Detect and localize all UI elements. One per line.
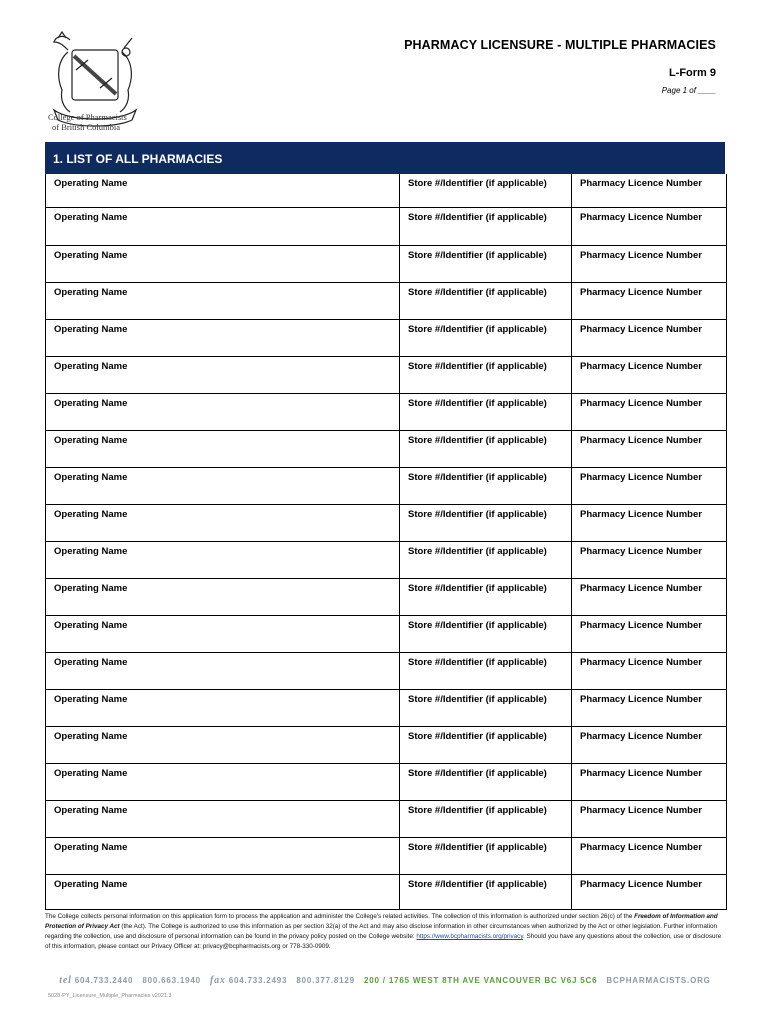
table-row xyxy=(46,208,726,246)
operating-name-field[interactable]: Operating Name xyxy=(46,653,400,689)
licence-number-field[interactable]: Pharmacy Licence Number xyxy=(580,472,702,483)
licence-number-field[interactable]: Pharmacy Licence Number xyxy=(580,178,702,189)
licence-number-field[interactable]: Pharmacy Licence Number xyxy=(580,287,702,298)
logo-wordmark: College of Pharmacists of British Columbia xyxy=(48,112,127,132)
section-header xyxy=(45,142,725,174)
store-identifier-field[interactable]: Store #/Identifier (if applicable) xyxy=(400,505,572,541)
privacy-notice: The College collects personal information on this application form to process the application and administer the College's related activities. The collection of this information is authorized under section 26(c) of the Freedom of Information and Protection of Privacy Act (the Act). The College is authorized to use this information as per section 32(a) of the Act and may also disclose information in other circumstances when authorized by the Act or other legislation. Further information regarding the collection, use and disclosure of personal information can be found in the privacy policy posted on the College website: https://www.bcpharmacists.org/privacy. Should you have any questions about the collection, use or disclosure of this information, please contact our Privacy Officer at: privacy@bcpharmacists.org or 778-330-0909. xyxy=(45,913,722,950)
licence-number-field[interactable]: Pharmacy Licence Number xyxy=(580,731,702,742)
store-identifier-field[interactable]: Store #/Identifier (if applicable) xyxy=(400,542,572,578)
licence-number-field[interactable]: Pharmacy Licence Number xyxy=(580,212,702,223)
table-row xyxy=(46,283,726,320)
operating-name-field[interactable]: Operating Name xyxy=(46,690,400,726)
pharmacy-list-table xyxy=(45,174,727,910)
licence-number-field[interactable]: Pharmacy Licence Number xyxy=(580,546,702,557)
operating-name-field[interactable]: Operating Name xyxy=(46,801,400,837)
table-row xyxy=(46,357,726,394)
store-identifier-field[interactable]: Store #/Identifier (if applicable) xyxy=(400,174,572,207)
operating-name-field[interactable]: Operating Name xyxy=(46,208,400,245)
table-row xyxy=(46,579,726,616)
licence-number-field[interactable]: Pharmacy Licence Number xyxy=(580,768,702,779)
table-row xyxy=(46,727,726,764)
page-number-field[interactable]: Page 1 of ____ xyxy=(661,86,716,95)
table-row xyxy=(46,838,726,875)
licence-number-field[interactable]: Pharmacy Licence Number xyxy=(580,879,702,890)
licence-number-field[interactable]: Pharmacy Licence Number xyxy=(580,842,702,853)
table-row xyxy=(46,690,726,727)
table-row xyxy=(46,542,726,579)
operating-name-field[interactable]: Operating Name xyxy=(46,246,400,282)
store-identifier-field[interactable]: Store #/Identifier (if applicable) xyxy=(400,690,572,726)
table-row xyxy=(46,875,726,909)
table-row xyxy=(46,246,726,283)
operating-name-field[interactable]: Operating Name xyxy=(46,875,400,909)
store-identifier-field[interactable]: Store #/Identifier (if applicable) xyxy=(400,208,572,245)
store-identifier-field[interactable]: Store #/Identifier (if applicable) xyxy=(400,394,572,430)
licence-number-field[interactable]: Pharmacy Licence Number xyxy=(580,398,702,409)
licence-number-field[interactable]: Pharmacy Licence Number xyxy=(580,657,702,668)
licence-number-field[interactable]: Pharmacy Licence Number xyxy=(580,324,702,335)
store-identifier-field[interactable]: Store #/Identifier (if applicable) xyxy=(400,653,572,689)
privacy-link[interactable]: https://www.bcpharmacists.org/privacy xyxy=(416,933,524,940)
operating-name-field[interactable]: Operating Name xyxy=(46,764,400,800)
licence-number-field[interactable]: Pharmacy Licence Number xyxy=(580,435,702,446)
operating-name-field[interactable]: Operating Name xyxy=(46,394,400,430)
table-row xyxy=(46,320,726,357)
table-row xyxy=(46,174,726,208)
store-identifier-field[interactable]: Store #/Identifier (if applicable) xyxy=(400,764,572,800)
operating-name-field[interactable]: Operating Name xyxy=(46,283,400,319)
store-identifier-field[interactable]: Store #/Identifier (if applicable) xyxy=(400,246,572,282)
store-identifier-field[interactable]: Store #/Identifier (if applicable) xyxy=(400,320,572,356)
store-identifier-field[interactable]: Store #/Identifier (if applicable) xyxy=(400,579,572,615)
operating-name-field[interactable]: Operating Name xyxy=(46,542,400,578)
table-row xyxy=(46,468,726,505)
store-identifier-field[interactable]: Store #/Identifier (if applicable) xyxy=(400,283,572,319)
table-row xyxy=(46,505,726,542)
licence-number-field[interactable]: Pharmacy Licence Number xyxy=(580,694,702,705)
form-title: PHARMACY LICENSURE - MULTIPLE PHARMACIES xyxy=(404,38,716,52)
section-title: 1. LIST OF ALL PHARMACIES xyxy=(53,152,223,166)
licence-number-field[interactable]: Pharmacy Licence Number xyxy=(580,620,702,631)
table-row xyxy=(46,801,726,838)
store-identifier-field[interactable]: Store #/Identifier (if applicable) xyxy=(400,357,572,393)
form-id: L-Form 9 xyxy=(668,67,716,79)
operating-name-field[interactable]: Operating Name xyxy=(46,468,400,504)
document-code: 5028-PY_Licensure_Multiple_Pharmacies v2021.3 xyxy=(48,993,172,999)
licence-number-field[interactable]: Pharmacy Licence Number xyxy=(580,805,702,816)
table-row xyxy=(46,431,726,468)
licence-number-field[interactable]: Pharmacy Licence Number xyxy=(580,250,702,261)
store-identifier-field[interactable]: Store #/Identifier (if applicable) xyxy=(400,801,572,837)
store-identifier-field[interactable]: Store #/Identifier (if applicable) xyxy=(400,431,572,467)
operating-name-field[interactable]: Operating Name xyxy=(46,505,400,541)
store-identifier-field[interactable]: Store #/Identifier (if applicable) xyxy=(400,468,572,504)
store-identifier-field[interactable]: Store #/Identifier (if applicable) xyxy=(400,727,572,763)
table-row xyxy=(46,653,726,690)
licence-number-field[interactable]: Pharmacy Licence Number xyxy=(580,509,702,520)
store-identifier-field[interactable]: Store #/Identifier (if applicable) xyxy=(400,875,572,909)
table-row xyxy=(46,764,726,801)
table-row xyxy=(46,616,726,653)
operating-name-field[interactable]: Operating Name xyxy=(46,357,400,393)
operating-name-field[interactable]: Operating Name xyxy=(46,174,400,207)
operating-name-field[interactable]: Operating Name xyxy=(46,431,400,467)
operating-name-field[interactable]: Operating Name xyxy=(46,579,400,615)
operating-name-field[interactable]: Operating Name xyxy=(46,838,400,874)
contact-footer: tel 604.733.2440 800.663.1940 fax 604.733.2493 800.377.8129 200 / 1765 WEST 8TH AVE VANCOUVER BC V6J 5C6 BCPHARMACISTS.ORG xyxy=(59,975,711,986)
store-identifier-field[interactable]: Store #/Identifier (if applicable) xyxy=(400,616,572,652)
operating-name-field[interactable]: Operating Name xyxy=(46,616,400,652)
operating-name-field[interactable]: Operating Name xyxy=(46,727,400,763)
table-row xyxy=(46,394,726,431)
store-identifier-field[interactable]: Store #/Identifier (if applicable) xyxy=(400,838,572,874)
licence-number-field[interactable]: Pharmacy Licence Number xyxy=(580,361,702,372)
licence-number-field[interactable]: Pharmacy Licence Number xyxy=(580,583,702,594)
operating-name-field[interactable]: Operating Name xyxy=(46,320,400,356)
